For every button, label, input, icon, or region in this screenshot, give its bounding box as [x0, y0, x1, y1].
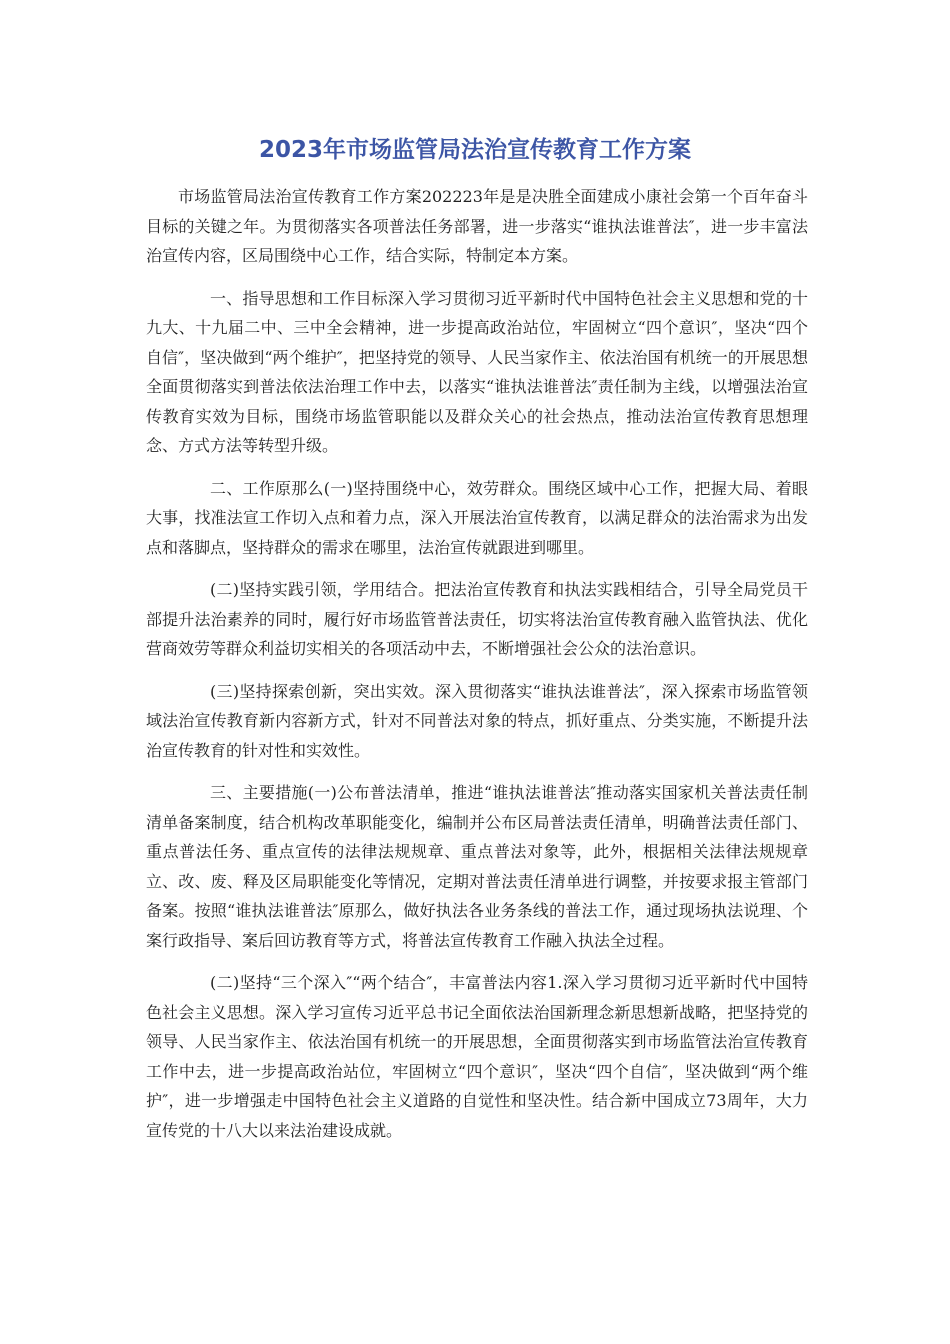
- paragraph-principle-1: 二、工作原那么(一)坚持围绕中心，效劳群众。围绕区域中心工作，把握大局、着眼大事，找准法宣工作切入点和着力点，深入开展法治宣传教育，以满足群众的法治需求为出发点和落脚点，坚持群众的需求在哪里，法治宣传就跟进到哪里。: [146, 478, 808, 557]
- paragraph-guiding-ideology: 一、指导思想和工作目标深入学习贯彻习近平新时代中国特色社会主义思想和党的十九大、十九届二中、三中全会精神，进一步提高政治站位，牢固树立“四个意识″，坚决“四个自信″，坚决做到“两个维护″，把坚持党的领导、人民当家作主、依法治国有机统一的开展思想全面贯彻落实到普法依法治理工作中去，以落实“谁执法谁普法″责任制为主线，以增强法治宣传教育实效为目标，围绕市场监管职能以及群众关心的社会热点，推动法治宣传教育思想理念、方式方法等转型升级。: [146, 288, 808, 455]
- paragraph-principle-2: (二)坚持实践引领，学用结合。把法治宣传教育和执法实践相结合，引导全局党员干部提升法治素养的同时，履行好市场监管普法责任，切实将法治宣传教育融入监管执法、优化营商效劳等群众利益切实相关的各项活动中去，不断增强社会公众的法治意识。: [146, 580, 808, 658]
- document-title: 2023年市场监管局法治宣传教育工作方案: [258, 137, 691, 163]
- paragraph-intro: 市场监管局法治宣传教育工作方案202223年是是决胜全面建成小康社会第一个百年奋斗目标的关键之年。为贯彻落实各项普法任务部署，进一步落实“谁执法谁普法″，进一步丰富法治宣传内容，区局围绕中心工作，结合实际，特制定本方案。: [146, 187, 808, 265]
- document-body: [146, 182, 808, 1158]
- paragraph-principle-3: (三)坚持探索创新，突出实效。深入贯彻落实“谁执法谁普法″，深入探索市场监管领域法治宣传教育新内容新方式，针对不同普法对象的特点，抓好重点、分类实施，不断提升法治宣传教育的针对性和实效性。: [146, 681, 808, 760]
- paragraph-measure-2: (二)坚持“三个深入″“两个结合″，丰富普法内容1.深入学习贯彻习近平新时代中国特色社会主义思想。深入学习宣传习近平总书记全面依法治国新理念新思想新战略，把坚持党的领导、人民当家作主、依法治国有机统一的开展思想，全面贯彻落实到市场监管法治宣传教育工作中去，进一步提高政治站位，牢固树立“四个意识″，坚决“四个自信″，坚决做到“两个维护″，进一步增强走中国特色社会主义道路的自觉性和坚决性。结合新中国成立73周年，大力宣传党的十八大以来法治建设成就。: [146, 973, 808, 1140]
- paragraph-measure-1: 三、主要措施(一)公布普法清单，推进“谁执法谁普法″推动落实国家机关普法责任制清单备案制度，结合机构改革职能变化，编制并公布区局普法责任清单，明确普法责任部门、重点普法任务、重点宣传的法律法规规章、重点普法对象等，此外，根据相关法律法规规章立、改、废、释及区局职能变化等情况，定期对普法责任清单进行调整，并按要求报主管部门备案。按照“谁执法谁普法″原那么，做好执法各业务条线的普法工作，通过现场执法说理、个案行政指导、案后回访教育等方式，将普法宣传教育工作融入执法全过程。: [146, 783, 808, 950]
